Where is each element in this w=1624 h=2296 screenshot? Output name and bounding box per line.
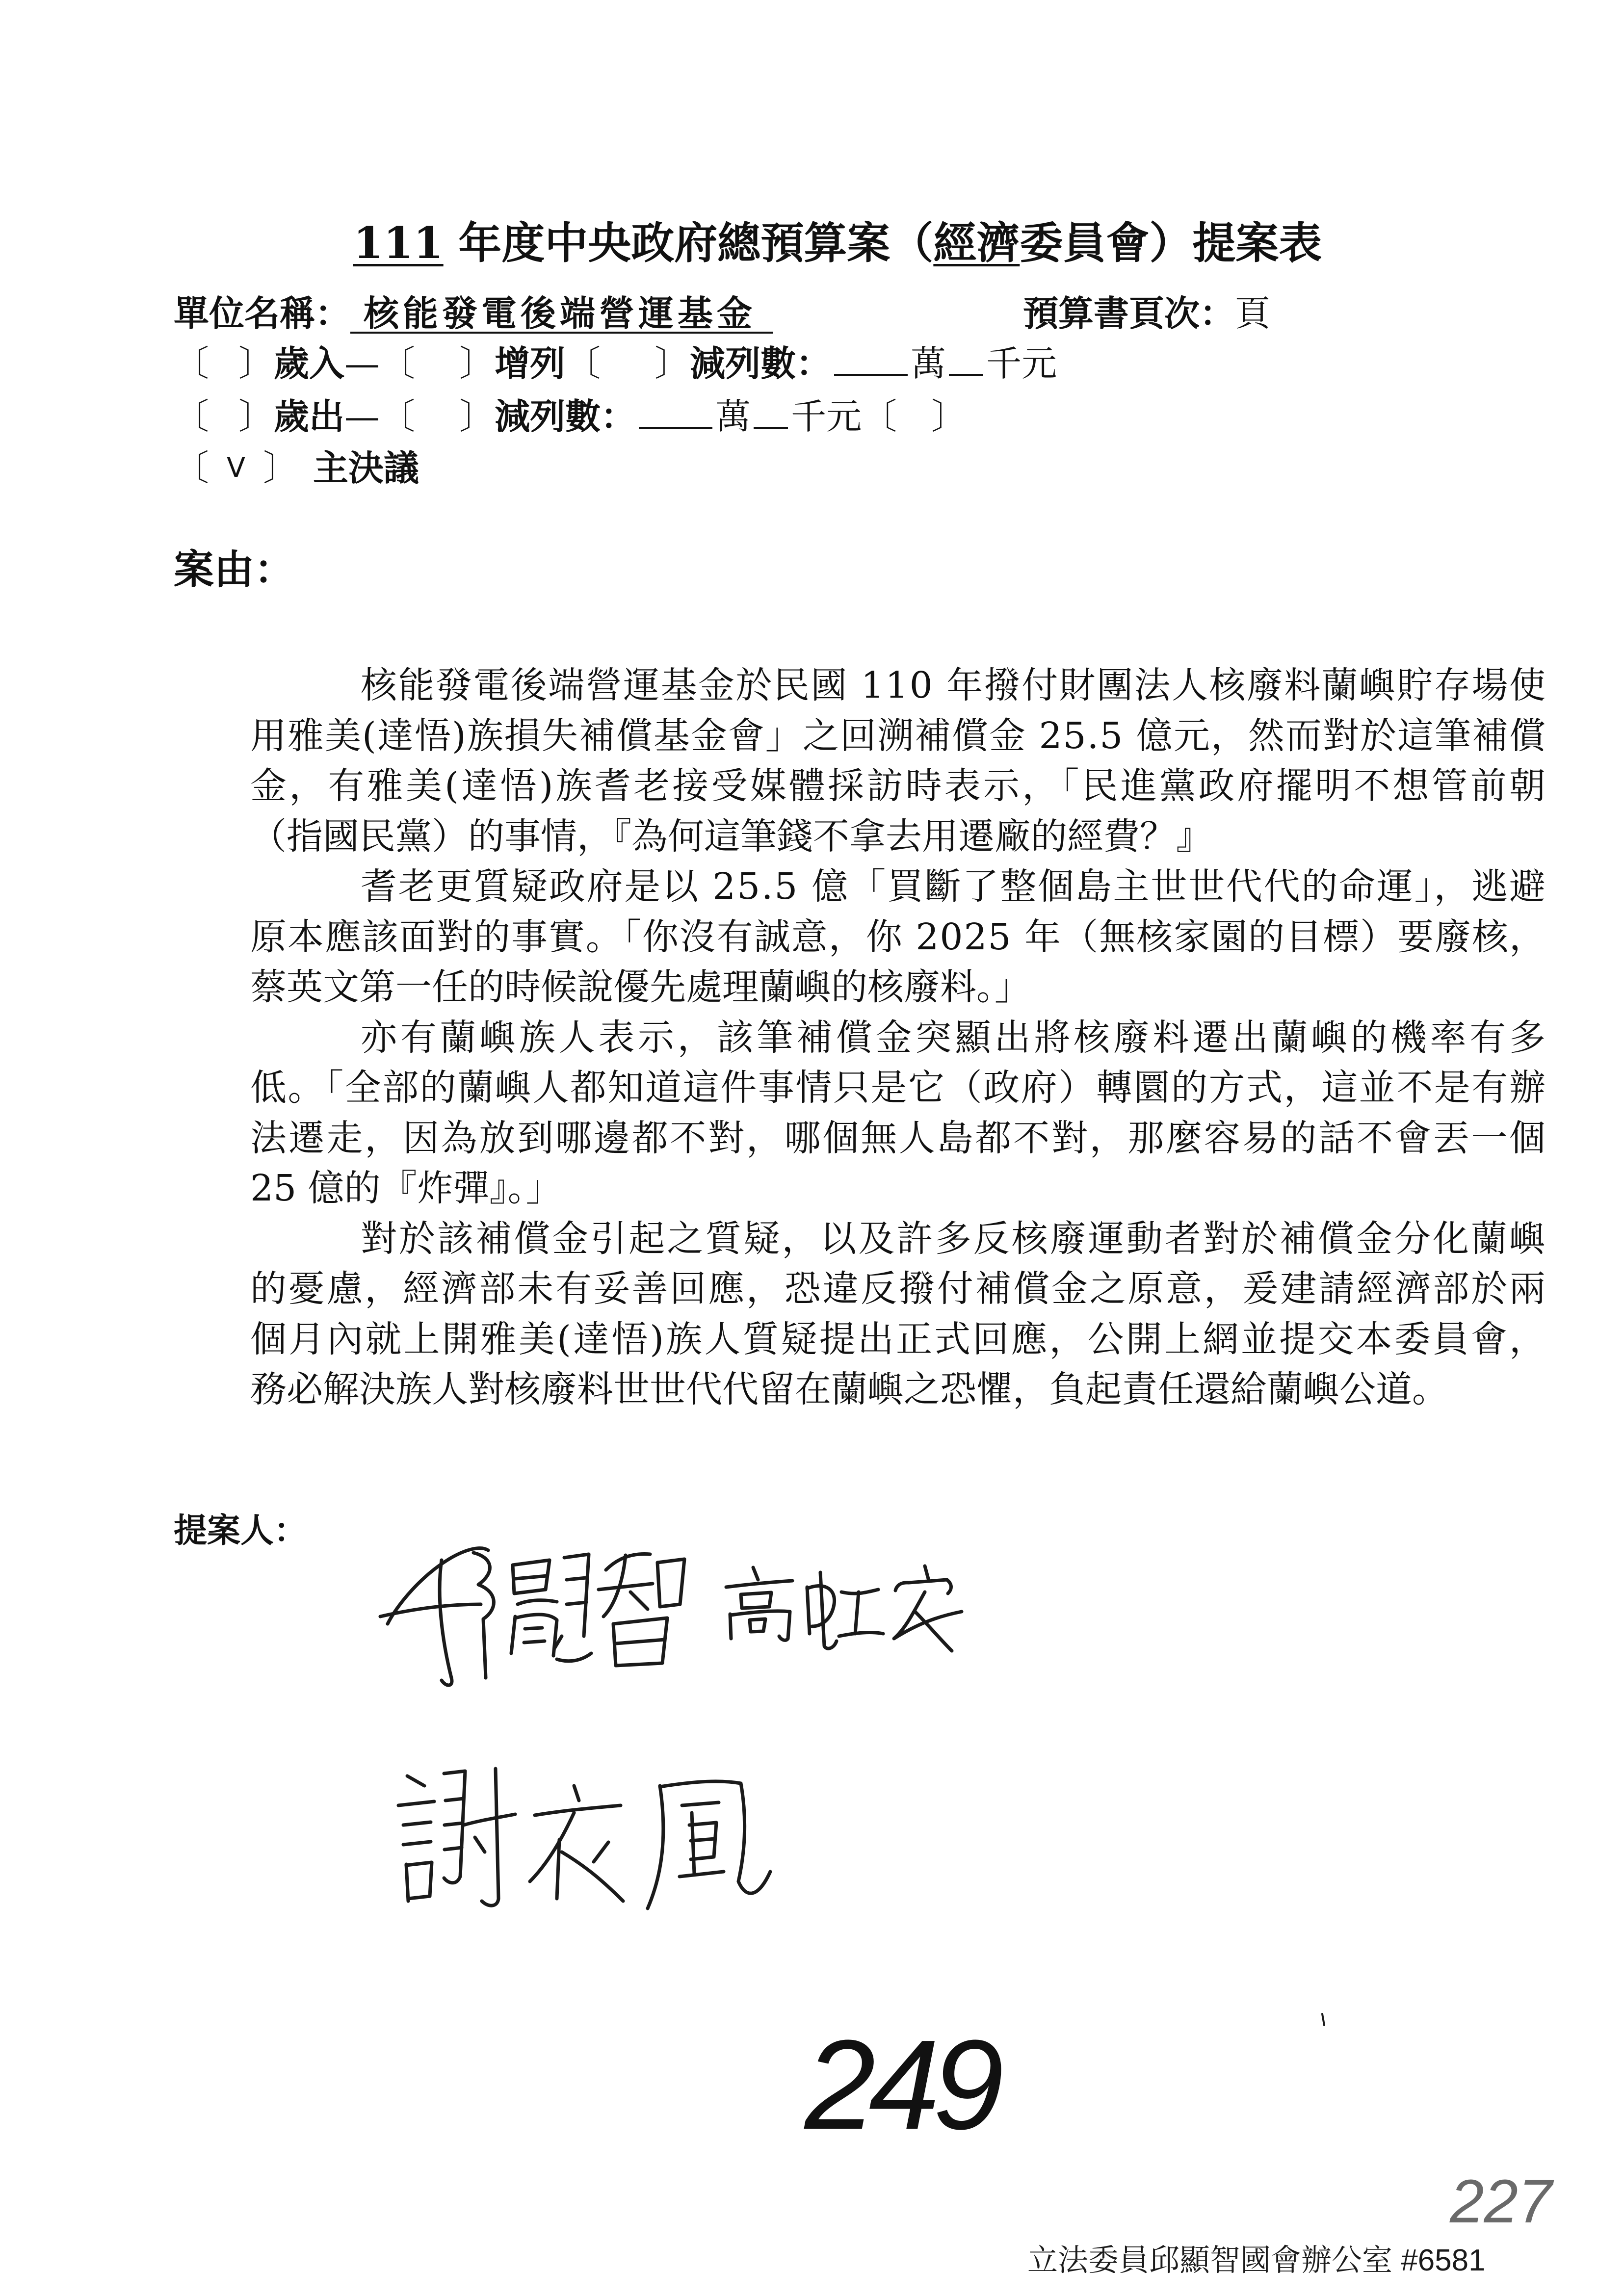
pen-stroke xyxy=(648,1786,663,1908)
reason-line-text: 原本應該面對的事實。「你沒有誠意，你 2025 年（無核家園的目標）要廢核， xyxy=(250,915,1546,958)
revenue-checkbox xyxy=(209,341,238,386)
pen-stroke xyxy=(741,1592,771,1608)
pen-stroke xyxy=(557,1653,591,1661)
expenditure-decrease-label: 減列數： xyxy=(495,395,636,437)
case-reason-heading: 案由： xyxy=(174,546,295,593)
pen-stroke xyxy=(482,1769,498,1905)
budget-page-value: 頁 xyxy=(1235,293,1271,334)
pen-stroke xyxy=(606,1554,650,1570)
reason-line-text: 蔡英文第一任的時候說優先處理蘭嶼的核廢料。」 xyxy=(250,966,1031,1008)
pen-stroke xyxy=(518,1600,557,1604)
unit-row xyxy=(174,291,773,336)
expenditure-decrease-checkbox xyxy=(415,394,459,439)
office-footer: 立法委員邱顯智國會辦公室 #6581 xyxy=(1027,2244,1486,2277)
reason-line-text: 25 億的『炸彈』。」 xyxy=(250,1167,562,1209)
pen-stroke xyxy=(753,1567,758,1580)
budget-page-label: 預算書頁次： xyxy=(1023,292,1235,334)
pen-stroke xyxy=(406,1862,432,1899)
pen-stroke xyxy=(440,1560,452,1685)
unit-label: 單位名稱： xyxy=(174,292,351,334)
revenue-wan-unit: 萬 xyxy=(911,343,946,384)
revenue-qian-blank xyxy=(949,341,983,376)
expenditure-qian-blank xyxy=(754,394,788,429)
pen-stroke xyxy=(807,1587,810,1634)
pen-stroke xyxy=(562,1852,623,1901)
reason-line xyxy=(250,1314,1548,1365)
reason-line-text: 的憂慮，經濟部未有妥善回應，恐違反撥付補償金之原意，爰建請經濟部於兩 xyxy=(250,1268,1547,1310)
title-text: 年度中央政府總預算案（ xyxy=(443,217,934,268)
pen-stroke xyxy=(730,1614,731,1639)
reason-paragraph xyxy=(250,1013,1549,1214)
pen-stroke xyxy=(692,1813,694,1874)
revenue-row xyxy=(174,341,1057,386)
signature-1 xyxy=(368,1531,711,1697)
expenditure-extra-checkbox xyxy=(897,394,931,439)
proposer-label: 提案人： xyxy=(174,1511,308,1550)
revenue-increase-label: 增列 xyxy=(495,342,566,384)
bracket-open: 〔 xyxy=(174,343,210,384)
reason-paragraph xyxy=(250,1214,1548,1415)
reason-line xyxy=(250,660,1545,711)
ink-mark xyxy=(1317,2011,1329,2031)
reason-line xyxy=(250,861,1545,912)
reason-line-text: 法遷走，因為放到哪邊都不對，哪個無人島都不對，那麼容易的話不會丟一個 xyxy=(250,1117,1547,1159)
reason-line xyxy=(250,811,1545,862)
reason-line-text: 務必解決族人對核廢料世世代代留在蘭嶼之恐懼，負起責任還給蘭嶼公道。 xyxy=(250,1368,1448,1410)
pen-stroke xyxy=(444,1771,465,1883)
pen-stroke xyxy=(630,1592,648,1609)
revenue-decrease-checkbox xyxy=(601,341,655,386)
pen-stroke xyxy=(398,1801,434,1805)
reason-line xyxy=(250,912,1545,963)
revenue-wan-blank xyxy=(834,341,908,376)
expenditure-row xyxy=(174,394,967,439)
main-resolution-check: V xyxy=(226,452,246,484)
bracket-open: 〔 xyxy=(380,396,416,437)
reason-line-text: 耆老更質疑政府是以 25.5 億「買斷了整個島主世世代代的命運」，逃避 xyxy=(361,865,1547,908)
bracket-close: 〕 xyxy=(263,447,299,489)
reason-line xyxy=(250,962,1545,1013)
pen-stroke xyxy=(574,1786,579,1800)
pen-stroke xyxy=(594,1842,608,1862)
bracket-close: 〕 xyxy=(238,396,274,437)
signature-3 xyxy=(393,1751,780,1923)
reason-line xyxy=(250,761,1548,811)
pen-stroke xyxy=(925,1566,928,1579)
pen-stroke xyxy=(530,1813,574,1881)
pen-stroke xyxy=(657,1559,684,1607)
main-resolution-row xyxy=(174,446,419,490)
reason-line-text: （指國民黨）的事情，『為何這筆錢不拿去用遷廠的經費？』 xyxy=(250,815,1212,858)
bracket-open: 〔 xyxy=(862,396,897,437)
title-committee: 經濟 xyxy=(933,217,1020,268)
pen-stroke xyxy=(515,1615,557,1656)
pen-stroke xyxy=(599,1584,653,1590)
pen-stroke xyxy=(473,1553,494,1678)
bracket-close: 〕 xyxy=(459,396,495,437)
expenditure-label: 歲出 xyxy=(274,395,345,437)
pen-stroke xyxy=(535,1805,621,1815)
pen-stroke xyxy=(839,1633,883,1636)
pen-stroke xyxy=(616,1640,665,1644)
reason-line xyxy=(250,711,1545,761)
case-reason-body xyxy=(250,660,1549,1415)
expenditure-dash: — xyxy=(344,396,380,437)
reason-paragraph xyxy=(250,861,1545,1013)
reason-line xyxy=(250,1214,1548,1264)
bracket-open: 〔 xyxy=(565,343,601,384)
expenditure-qian-unit: 千元 xyxy=(791,396,862,437)
revenue-qian-unit: 千元 xyxy=(986,343,1057,384)
pen-stroke xyxy=(406,1864,408,1901)
pen-stroke xyxy=(524,1628,545,1643)
pen-stroke xyxy=(475,1837,485,1852)
main-resolution-label: 主決議 xyxy=(313,447,419,489)
reason-line xyxy=(250,1113,1545,1164)
pen-stroke xyxy=(515,1576,547,1579)
pen-stroke xyxy=(682,1802,719,1805)
budget-page-row xyxy=(1023,291,1270,336)
revenue-label: 歲入 xyxy=(274,342,345,384)
pen-stroke xyxy=(1322,2014,1324,2025)
pen-stroke xyxy=(564,1554,589,1636)
reason-line-text: 核能發電後端營運基金於民國 110 年撥付財團法人核廢料蘭嶼貯存場使 xyxy=(361,664,1547,706)
revenue-decrease-label: 減列數： xyxy=(690,342,832,384)
pen-stroke xyxy=(731,1611,790,1641)
expenditure-wan-unit: 萬 xyxy=(715,396,751,437)
reason-line-text: 對於該補償金引起之質疑，以及許多反核廢運動者對於補償金分化蘭嶼 xyxy=(361,1217,1548,1260)
pen-stroke xyxy=(691,1839,715,1841)
bracket-close: 〕 xyxy=(459,343,495,384)
bracket-close: 〕 xyxy=(655,343,690,384)
title-year: 111 xyxy=(353,217,444,268)
reason-line-text: 個月內就上開雅美(達悟)族人質疑提出正式回應，公開上網並提交本委員會， xyxy=(250,1318,1548,1360)
handwritten-page-number: 249 xyxy=(805,2014,997,2156)
pen-stroke xyxy=(726,1581,792,1587)
unit-name: 核能發電後端營運基金 xyxy=(350,291,773,334)
reason-line-text: 低。「全部的蘭嶼人都知道這件事情只是它（政府）轉圜的方式，這並不是有辦 xyxy=(250,1067,1547,1109)
pen-stroke xyxy=(464,1814,515,1825)
pen-stroke xyxy=(855,1592,859,1634)
reason-line-text: 亦有蘭嶼族人表示，該筆補償金突顯出將核廢料遷出蘭嶼的機率有多 xyxy=(361,1016,1549,1059)
pen-stroke xyxy=(680,1872,724,1877)
handwritten-old-page-number: 227 xyxy=(1450,2167,1552,2236)
reason-line xyxy=(250,1364,1545,1415)
pen-stroke xyxy=(894,1592,962,1639)
spacer xyxy=(298,446,313,490)
reason-line xyxy=(250,1264,1545,1314)
reason-line-text: 用雅美(達悟)族損失補償基金會」之回溯補償金 25.5 億元，然而對於這筆補償 xyxy=(250,714,1547,757)
pen-stroke xyxy=(567,1578,586,1604)
pen-stroke xyxy=(403,1822,431,1825)
pen-stroke xyxy=(557,1840,559,1899)
bracket-open: 〔 xyxy=(174,447,210,489)
pen-stroke xyxy=(403,1842,431,1845)
bracket-close: 〕 xyxy=(238,343,274,384)
bracket-open: 〔 xyxy=(380,343,416,384)
pen-stroke xyxy=(511,1617,515,1653)
title-text-end: 委員會）提案表 xyxy=(1020,217,1322,268)
reason-line xyxy=(250,1163,1545,1214)
expenditure-checkbox xyxy=(209,394,238,439)
pen-stroke xyxy=(750,1619,765,1632)
expenditure-wan-blank xyxy=(639,394,712,429)
reason-paragraph xyxy=(250,660,1548,861)
revenue-dash: — xyxy=(344,343,380,384)
pen-stroke xyxy=(407,1776,424,1786)
signature-2 xyxy=(716,1560,981,1658)
reason-line-text: 金，有雅美(達悟)族耆老接受媒體採訪時表示，「民進黨政府擺明不想管前朝 xyxy=(250,765,1548,807)
bracket-close: 〕 xyxy=(931,396,967,437)
bracket-open: 〔 xyxy=(174,396,210,437)
reason-line xyxy=(250,1013,1549,1063)
form-title xyxy=(353,216,1322,270)
revenue-increase-checkbox xyxy=(415,341,459,386)
reason-line xyxy=(250,1063,1545,1113)
